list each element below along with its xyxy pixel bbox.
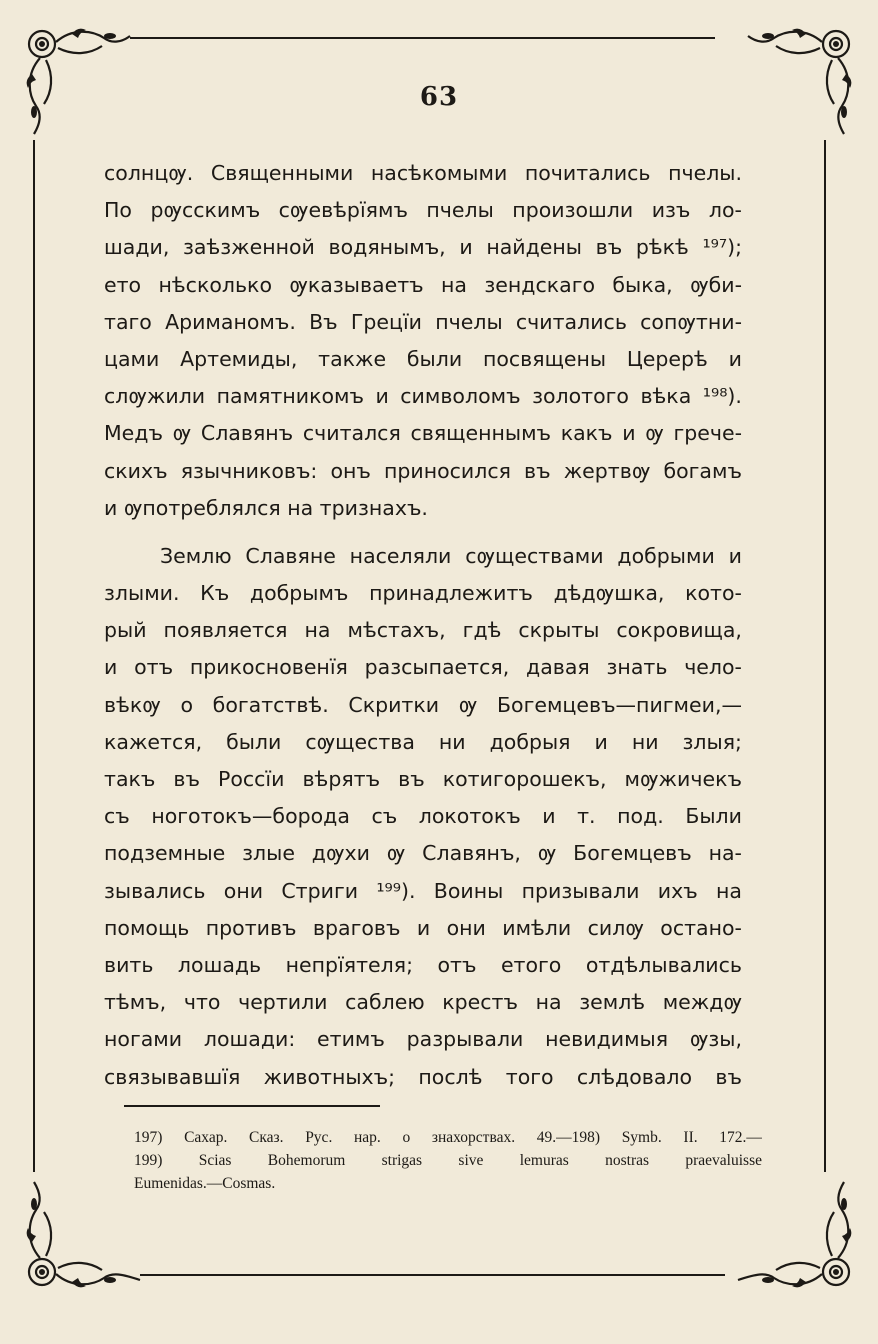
text-line: Медъ ѹ Славянъ считался священнымъ какъ и ѹ грече- [104, 421, 742, 446]
text-line: ногами лошади: етимъ разрывали невидимыя ѹзы, [104, 1027, 742, 1052]
footnote-line: Eumenidas.—Cosmas. [134, 1175, 276, 1192]
text-line: ето нѣсколько ѹказываетъ на зендскаго быка, ѹби- [104, 272, 742, 297]
body-text [104, 155, 742, 1096]
text-line-paragraph-start: Землю Славяне населяли сѹществами добрыми и [160, 543, 742, 568]
text-line: По рѹсскимъ сѹевѣрїямъ пчелы произошли изъ ло- [104, 198, 742, 223]
frame-right-line [824, 140, 826, 1172]
text-line: связывавшїя животныхъ; послѣ того слѣдовало въ [104, 1064, 742, 1089]
text-line: цами Артемиды, также были посвящены Церерѣ и [104, 346, 742, 371]
text-line: и отъ прикосновенїя разсыпается, давая знать чело- [104, 655, 742, 680]
text-line: кажется, были сѹщества ни добрыя и ни злыя; [104, 729, 742, 754]
frame-top-line [130, 37, 715, 39]
frame-left-line [33, 140, 35, 1172]
footnotes [134, 1126, 762, 1195]
text-line: вить лошадь непрїятеля; отъ етого отдѣлывались [104, 952, 742, 977]
text-line: съ ноготокъ—борода съ локотокъ и т. под. Были [104, 804, 742, 829]
frame-bottom-line [140, 1274, 725, 1276]
text-line: рый появляется на мѣстахъ, гдѣ скрыты сокровища, [104, 618, 742, 643]
ornament-bottom-left-icon [12, 1172, 147, 1302]
text-line: скихъ язычниковъ: онъ приносился въ жертвѹ богамъ [104, 458, 742, 483]
footnote-line: 199) Scias Bohemorum strigas sive lemuras nostras praevaluisse [134, 1152, 762, 1169]
paragraph-gap [104, 527, 742, 538]
page-number: 63 [419, 82, 459, 112]
text-line: вѣкѹ о богатствѣ. Скритки ѹ Богемцевъ—пигмеи,— [104, 692, 742, 717]
text-line: зывались они Стриги ¹⁹⁹). Воины призывали ихъ на [104, 878, 742, 903]
footnote-rule [124, 1105, 380, 1107]
text-line: злыми. Къ добрымъ принадлежитъ дѣдѹшка, кото- [104, 581, 742, 606]
text-line: солнцѹ. Священными насѣкомыми почитались пчелы. [104, 161, 742, 185]
text-line: тѣмъ, что чертили саблею крестъ на землѣ междѹ [104, 990, 742, 1015]
text-line: подземные злые дѹхи ѹ Славянъ, ѹ Богемцевъ на- [104, 841, 742, 866]
text-line: помощь противъ враговъ и они имѣли силѹ остано- [104, 915, 742, 940]
text-line: таго Ариманомъ. Въ Грецїи пчелы считались сопѹтни- [104, 309, 742, 334]
ornament-top-right-icon [741, 14, 866, 144]
text-line: такъ въ Россїи вѣрятъ въ котигорошекъ, мѹжичекъ [104, 767, 742, 791]
ornament-top-left-icon [12, 14, 137, 144]
text-line: слѹжили памятникомъ и символомъ золотого вѣка ¹⁹⁸). [104, 384, 742, 409]
footnote-line: 197) Сахар. Сказ. Рус. нар. о знахорствах. 49.—198) Symb. II. 172.— [134, 1129, 762, 1146]
text-line: шади, заѣзженной водянымъ, и найдены въ рѣкѣ ¹⁹⁷); [104, 235, 742, 260]
text-line-paragraph-end: и ѹпотреблялся на тризнахъ. [104, 495, 428, 520]
